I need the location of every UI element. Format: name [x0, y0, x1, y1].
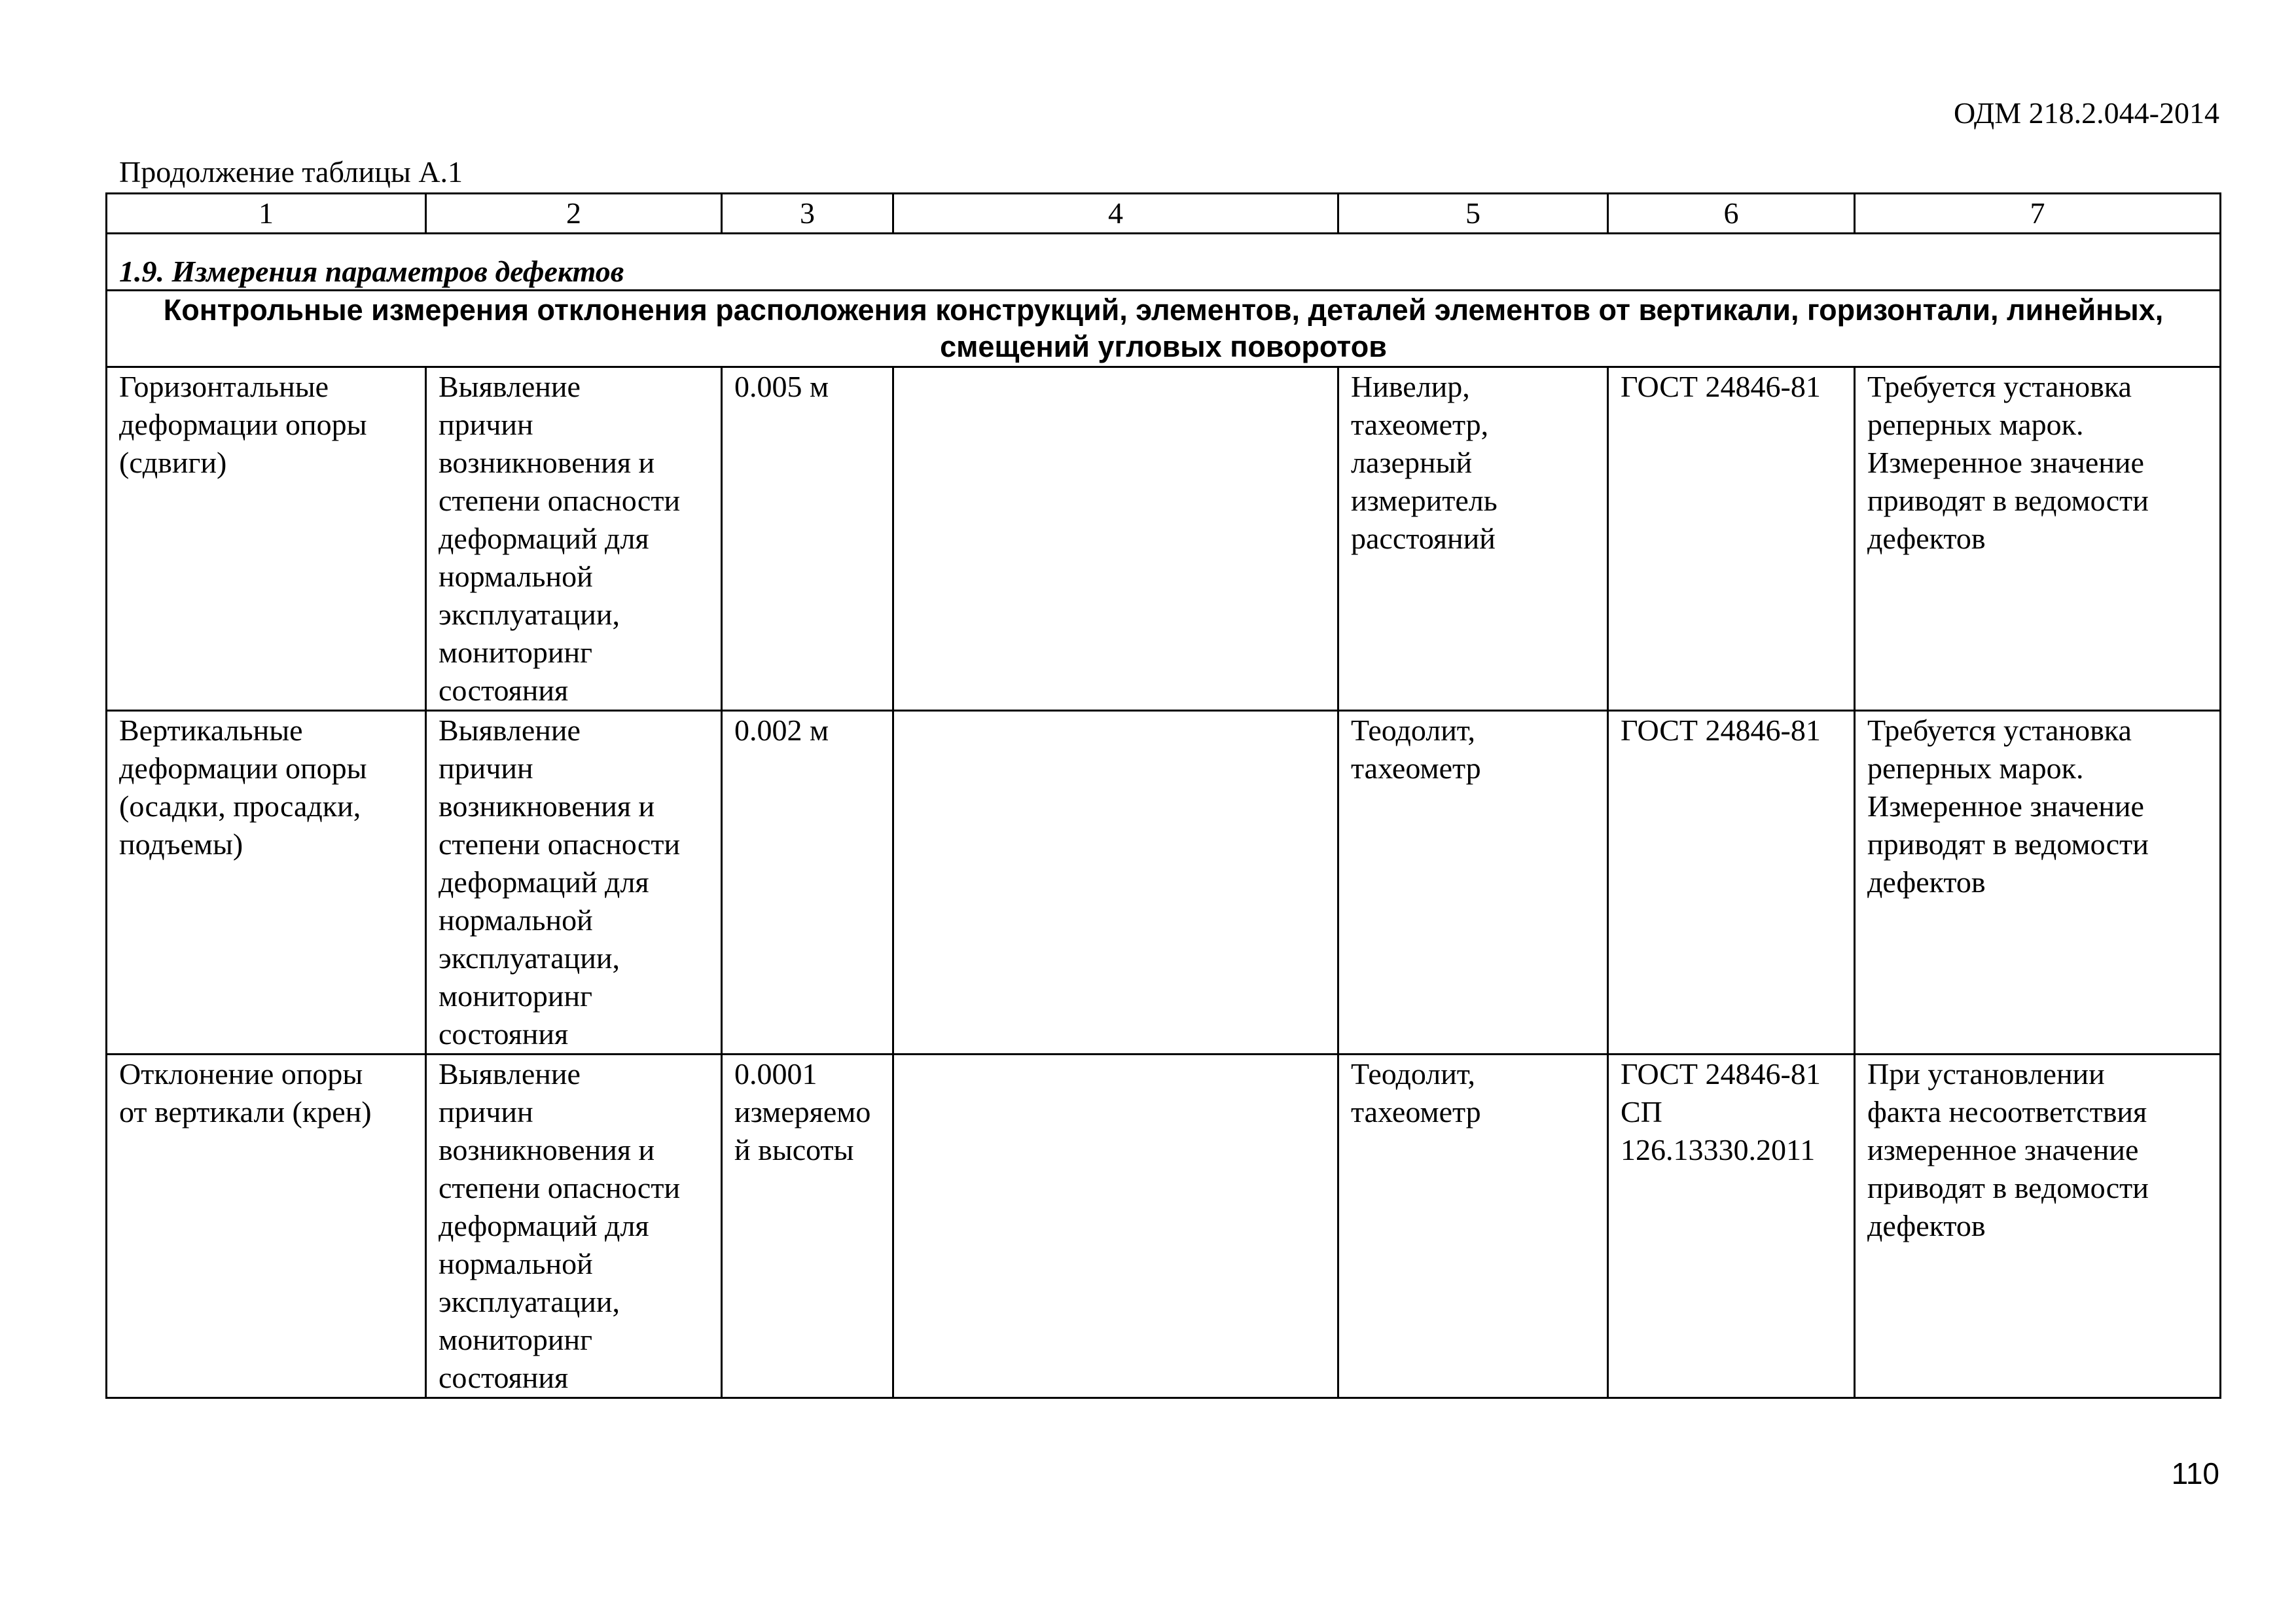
- table-row: [107, 1055, 2221, 1398]
- row-standard: ГОСТ 24846-81: [1608, 367, 1855, 711]
- row-accuracy: 0.0001 измеряемо й высоты: [722, 1055, 893, 1398]
- table-row: [107, 711, 2221, 1055]
- document-code: ОДМ 218.2.044-2014: [1953, 96, 2219, 130]
- row-notes: Требуется установка реперных марок. Измеренное значение приводят в ведомости дефектов: [1855, 367, 2221, 711]
- defects-table: [105, 192, 2221, 1399]
- column-number-3: 3: [722, 194, 893, 234]
- row-notes: При установлении факта несоответствия измеренное значение приводят в ведомости дефектов: [1855, 1055, 2221, 1398]
- row-purpose: Выявление причин возникновения и степени опасности деформаций для нормальной эксплуатации, мониторинг состояния: [426, 367, 722, 711]
- row-instruments: Теодолит, тахеометр: [1338, 711, 1608, 1055]
- row-parameter: Горизонтальные деформации опоры (сдвиги): [107, 367, 426, 711]
- table-caption: Продолжение таблицы А.1: [119, 155, 463, 189]
- column-number-1: 1: [107, 194, 426, 234]
- row-column-4: [893, 1055, 1338, 1398]
- row-column-4: [893, 711, 1338, 1055]
- row-parameter: Отклонение опоры от вертикали (крен): [107, 1055, 426, 1398]
- row-parameter: Вертикальные деформации опоры (осадки, просадки, подъемы): [107, 711, 426, 1055]
- table-row: [107, 367, 2221, 711]
- column-number-2: 2: [426, 194, 722, 234]
- row-accuracy: 0.005 м: [722, 367, 893, 711]
- column-number-5: 5: [1338, 194, 1608, 234]
- section-title: 1.9. Измерения параметров дефектов: [107, 234, 2221, 291]
- section-row: [107, 234, 2221, 291]
- column-number-row: [107, 194, 2221, 234]
- row-column-4: [893, 367, 1338, 711]
- row-purpose: Выявление причин возникновения и степени опасности деформаций для нормальной эксплуатации, мониторинг состояния: [426, 1055, 722, 1398]
- row-instruments: Нивелир, тахеометр, лазерный измеритель расстояний: [1338, 367, 1608, 711]
- column-number-6: 6: [1608, 194, 1855, 234]
- page-number: 110: [2171, 1456, 2219, 1490]
- column-number-7: 7: [1855, 194, 2221, 234]
- row-accuracy: 0.002 м: [722, 711, 893, 1055]
- row-notes: Требуется установка реперных марок. Измеренное значение приводят в ведомости дефектов: [1855, 711, 2221, 1055]
- column-number-4: 4: [893, 194, 1338, 234]
- subsection-title: Контрольные измерения отклонения расположения конструкций, элементов, деталей элементов от вертикали, горизонтали, линейных, смещений угловых поворотов: [107, 291, 2221, 367]
- row-instruments: Теодолит, тахеометр: [1338, 1055, 1608, 1398]
- subsection-row: [107, 291, 2221, 367]
- row-standard: ГОСТ 24846-81 СП 126.13330.2011: [1608, 1055, 1855, 1398]
- row-standard: ГОСТ 24846-81: [1608, 711, 1855, 1055]
- row-purpose: Выявление причин возникновения и степени опасности деформаций для нормальной эксплуатации, мониторинг состояния: [426, 711, 722, 1055]
